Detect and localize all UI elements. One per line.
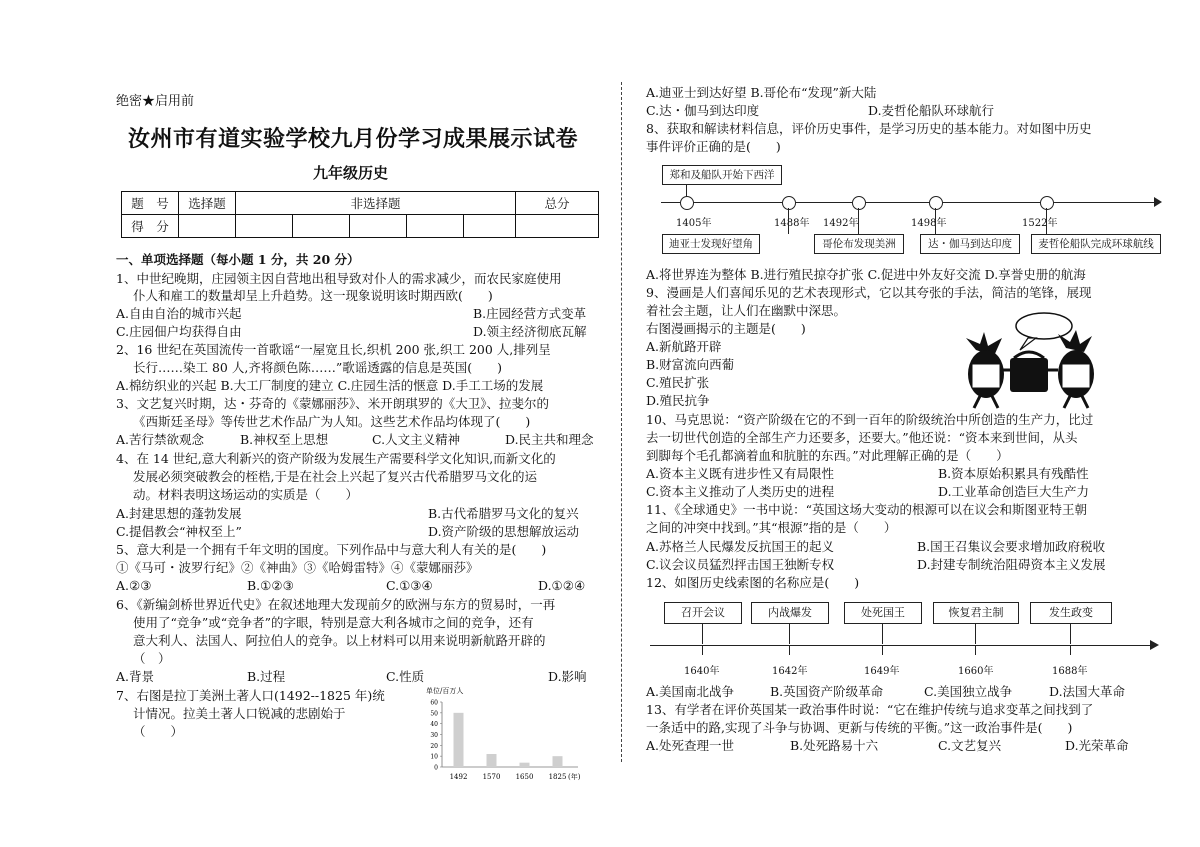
option: D.法国大革命 xyxy=(1049,684,1126,699)
option: B.处死路易十六 xyxy=(790,738,879,753)
timeline-event-box: 达・伽马到达印度 xyxy=(920,234,1020,254)
score-cell[interactable] xyxy=(293,215,350,238)
option: D.民主共和理念 xyxy=(505,432,594,447)
chart-x-tick-label: 1570 xyxy=(482,773,501,781)
option: A.②③ xyxy=(116,578,152,593)
question-line: 之间的冲突中找到。”其“根源”指的是（ ） xyxy=(646,520,897,535)
timeline-event-box: 恢复君主制 xyxy=(933,602,1019,624)
chart-y-tick-label: 30 xyxy=(430,732,438,739)
score-cell[interactable] xyxy=(350,215,407,238)
score-header-cell: 选择题 xyxy=(179,192,236,215)
option: C.达・伽马到达印度 xyxy=(646,103,760,118)
option: A.处死查理一世 xyxy=(646,738,735,753)
option: D.封建专制统治阻碍资本主义发展 xyxy=(917,557,1106,572)
question-line: 5、意大利是一个拥有千年文明的国度。下列作品中与意大利人有关的是( ) xyxy=(116,542,547,557)
timeline-year: 1660年 xyxy=(958,666,994,677)
question-line: 9、漫画是人们喜闻乐见的艺术表现形式，它以其夸张的手法，简洁的笔锋，展现 xyxy=(646,285,1092,300)
timeline-dot xyxy=(680,196,694,210)
chart-bar xyxy=(553,756,563,767)
score-header-cell: 非选择题 xyxy=(236,192,516,215)
question-line: 3、文艺复兴时期，达・芬奇的《蒙娜丽莎》、米开朗琪罗的《大卫》、拉斐尔的 xyxy=(116,396,549,411)
option: D.影响 xyxy=(548,669,587,684)
option: A.苦行禁欲观念 xyxy=(116,432,205,447)
question-line: 11、《全球通史》一书中说：“英国这场大变动的根源可以在议会和斯图亚特王朝 xyxy=(646,502,1088,517)
arrow-right-icon xyxy=(1150,640,1159,650)
chart-y-tick-label: 50 xyxy=(430,710,438,718)
option: A.自由自治的城市兴起 xyxy=(116,306,242,321)
option: D.领主经济彻底瓦解 xyxy=(473,324,587,339)
question-line: 《西斯廷圣母》等传世艺术作品广为人知。这些艺术作品均体现了( ) xyxy=(133,414,531,429)
timeline-event-box: 麦哲伦船队完成环球航线 xyxy=(1031,234,1161,254)
timeline-year: 1642年 xyxy=(772,666,808,677)
question-line: （ ） xyxy=(133,724,184,739)
exam-title: 汝州市有道实验学校九月份学习成果展示试卷 xyxy=(128,126,579,152)
option: D.光荣革命 xyxy=(1065,738,1129,753)
question-line: 发展必须突破教会的桎梏,于是在社会上兴起了复兴古代希腊罗马文化的运 xyxy=(133,469,537,484)
timeline-event-box: 郑和及船队开始下西洋 xyxy=(662,165,782,185)
score-cell[interactable] xyxy=(236,215,293,238)
question-line: 12、如图历史线索图的名称应是( ) xyxy=(646,575,860,590)
score-cell[interactable] xyxy=(179,215,236,238)
score-header-cell: 总分 xyxy=(516,192,599,215)
question-line: 动。材料表明这场运动的实质是（ ） xyxy=(133,487,359,502)
timeline-event-box: 发生政变 xyxy=(1030,602,1112,624)
question-line: 着社会主题，让人们在幽默中深思。 xyxy=(646,303,847,318)
option: A.美国南北战争 xyxy=(646,684,735,699)
option: B.①②③ xyxy=(247,578,294,593)
timeline-dot xyxy=(852,196,866,210)
chart-y-tick-label: 20 xyxy=(430,742,438,750)
secret-label: 绝密★启用前 xyxy=(116,94,195,109)
option: C.庄园佃户均获得自由 xyxy=(116,324,242,339)
question-line: 使用了“竞争”或“竞争者”的字眼，特别是意大利各城市之间的竞争，还有 xyxy=(133,615,534,630)
option: C.资本主义推动了人类历史的进程 xyxy=(646,484,835,499)
chart-bar xyxy=(520,763,530,767)
option: B.国王召集议会要求增加政府税收 xyxy=(917,539,1106,554)
chart-x-tick-label: 1492 xyxy=(449,773,468,781)
chart-x-tick-label: 1650 xyxy=(515,773,534,781)
timeline-year: 1649年 xyxy=(864,666,900,677)
timeline-event-box: 哥伦布发现美洲 xyxy=(814,234,904,254)
option: B.资本原始积累具有残酷性 xyxy=(938,466,1089,481)
timeline-event-box: 处死国王 xyxy=(844,602,922,624)
chart-y-tick-label: 40 xyxy=(430,721,438,729)
question-line: 计情况。拉美土著人口锐减的悲剧始于 xyxy=(133,706,346,721)
chart-ylabel: 单位/百万人 xyxy=(426,687,464,695)
question-line: ①《马可・波罗行纪》②《神曲》③《哈姆雷特》④《蒙娜丽莎》 xyxy=(116,560,479,575)
option: A.棉纺织业的兴起 B.大工厂制度的建立 C.庄园生活的惬意 D.手工工场的发展 xyxy=(116,378,544,393)
population-bar-chart xyxy=(418,684,598,784)
option: A.背景 xyxy=(116,669,155,684)
timeline-year: 1488年 xyxy=(774,218,810,229)
option: A.将世界连为整体 B.进行殖民掠夺扩张 C.促进中外友好交流 D.享誉史册的航海 xyxy=(646,267,1086,282)
option: C.议会议员猛烈抨击国王独断专权 xyxy=(646,557,835,572)
option: D.资产阶级的思想解放运动 xyxy=(428,524,580,539)
score-table xyxy=(121,191,599,238)
option: B.古代希腊罗马文化的复兴 xyxy=(428,506,579,521)
option: D.殖民抗争 xyxy=(646,393,710,408)
option: D.麦哲伦船队环球航行 xyxy=(868,103,995,118)
option: C.殖民扩张 xyxy=(646,375,710,390)
option: C.人文主义精神 xyxy=(372,432,461,447)
chart-y-tick-label: 10 xyxy=(430,753,438,761)
option: D.①②④ xyxy=(538,578,586,593)
timeline-event-box: 内战爆发 xyxy=(751,602,829,624)
timeline-axis xyxy=(661,202,1159,203)
timeline-dot xyxy=(1040,196,1054,210)
option: B.过程 xyxy=(247,669,286,684)
option: A.苏格兰人民爆发反抗国王的起义 xyxy=(646,539,835,554)
column-divider xyxy=(621,82,622,762)
question-line: 右图漫画揭示的主题是( ) xyxy=(646,321,806,336)
score-header-cell: 题 号 xyxy=(122,192,179,215)
option: C.美国独立战争 xyxy=(924,684,1013,699)
option: B.财富流向西葡 xyxy=(646,357,735,372)
question-line: 意大利人、法国人、阿拉伯人的竞争。以上材料可以用来说明新航路开辟的 xyxy=(133,633,546,648)
score-cell[interactable] xyxy=(407,215,464,238)
question-line: 13、有学者在评价英国某一政治事件时说：“它在维护传统与追求变革之间找到了 xyxy=(646,702,1094,717)
question-line: 4、在 14 世纪,意大利新兴的资产阶级为发展生产需要科学文化知识,而新文化的 xyxy=(116,451,556,466)
score-cell[interactable] xyxy=(464,215,516,238)
question-line: 2、16 世纪在英国流传一首歌谣“一屋宽且长,织机 200 张,织工 200 人,排列呈 xyxy=(116,342,551,357)
question-line: 到脚每个毛孔都滴着血和肮脏的东西。”对此理解正确的是（ ） xyxy=(646,448,1009,463)
question-line: 仆人和雇工的数量却呈上升趋势。这一现象说明该时期西欧( ) xyxy=(133,288,493,303)
timeline-year: 1492年 xyxy=(823,218,859,229)
chart-bar xyxy=(487,754,497,767)
option: B.英国资产阶级革命 xyxy=(770,684,884,699)
option: A.资本主义既有进步性又有局限性 xyxy=(646,466,835,481)
timeline-event-box: 召开会议 xyxy=(664,602,742,624)
question-line: （ ） xyxy=(133,651,171,666)
chart-y-tick-label: 60 xyxy=(430,699,438,707)
chart-xlabel: (年) xyxy=(568,773,581,781)
timeline-year: 1640年 xyxy=(684,666,720,677)
question-line: 8、获取和解读材料信息，评价历史事件，是学习历史的基本能力。对如图中历史 xyxy=(646,121,1092,136)
chart-x-tick-label: 1825 xyxy=(548,773,567,781)
exam-subtitle: 九年级历史 xyxy=(313,164,389,182)
timeline-year: 1405年 xyxy=(676,218,712,229)
question-line: 去一切世代创造的全部生产力还要多，还要大。”他还说：“资本来到世间，从头 xyxy=(646,430,1078,445)
chart-y-tick-label: 0 xyxy=(434,764,438,772)
option: A.封建思想的蓬勃发展 xyxy=(116,506,242,521)
question-line: 1、中世纪晚期，庄园领主因自营地出租导致对仆人的需求减少，而农民家庭使用 xyxy=(116,271,562,286)
option: C.性质 xyxy=(386,669,425,684)
option: D.工业革命创造巨大生产力 xyxy=(938,484,1090,499)
score-header-cell: 得 分 xyxy=(122,215,179,238)
question-line: 长行……染工 80 人,齐将颜色陈……”歌谣透露的信息是英国( ) xyxy=(133,360,502,375)
score-cell[interactable] xyxy=(516,215,599,238)
timeline-dot xyxy=(929,196,943,210)
question-line: 一条适中的路,实现了斗争与协调、更新与传统的平衡。”这一政治事件是( ) xyxy=(646,720,1073,735)
option: C.文艺复兴 xyxy=(938,738,1002,753)
option: A.新航路开辟 xyxy=(646,339,722,354)
question-line: 10、马克思说：“资产阶级在它的不到一百年的阶级统治中所创造的生产力，比过 xyxy=(646,412,1094,427)
option: B.庄园经营方式变革 xyxy=(473,306,587,321)
option: A.迪亚士到达好望 B.哥伦布“发现”新大陆 xyxy=(646,85,877,100)
exploration-timeline xyxy=(646,160,1166,260)
option: C.①③④ xyxy=(386,578,433,593)
timeline-year: 1522年 xyxy=(1022,218,1058,229)
option: B.神权至上思想 xyxy=(240,432,329,447)
arrow-right-icon xyxy=(1154,197,1162,207)
timeline-event-box: 迪亚士发现好望角 xyxy=(662,234,760,254)
option: C.提倡教会“神权至上” xyxy=(116,524,242,539)
timeline-year: 1498年 xyxy=(911,218,947,229)
question-line: 6、《新编剑桥世界近代史》在叙述地理大发现前夕的欧洲与东方的贸易时，一再 xyxy=(116,597,556,612)
question-line: 事件评价正确的是( ) xyxy=(646,139,781,154)
timeline-year: 1688年 xyxy=(1052,666,1088,677)
colonial-cartoon xyxy=(958,308,1108,410)
timeline-axis xyxy=(650,645,1153,646)
chart-bar xyxy=(454,713,464,767)
timeline-dot xyxy=(782,196,796,210)
question-line: 7、右图是拉丁美洲土著人口(1492--1825 年)统 xyxy=(116,688,385,703)
english-revolution-timeline xyxy=(646,598,1166,678)
section-heading: 一、单项选择题（每小题 1 分，共 20 分） xyxy=(116,252,360,267)
